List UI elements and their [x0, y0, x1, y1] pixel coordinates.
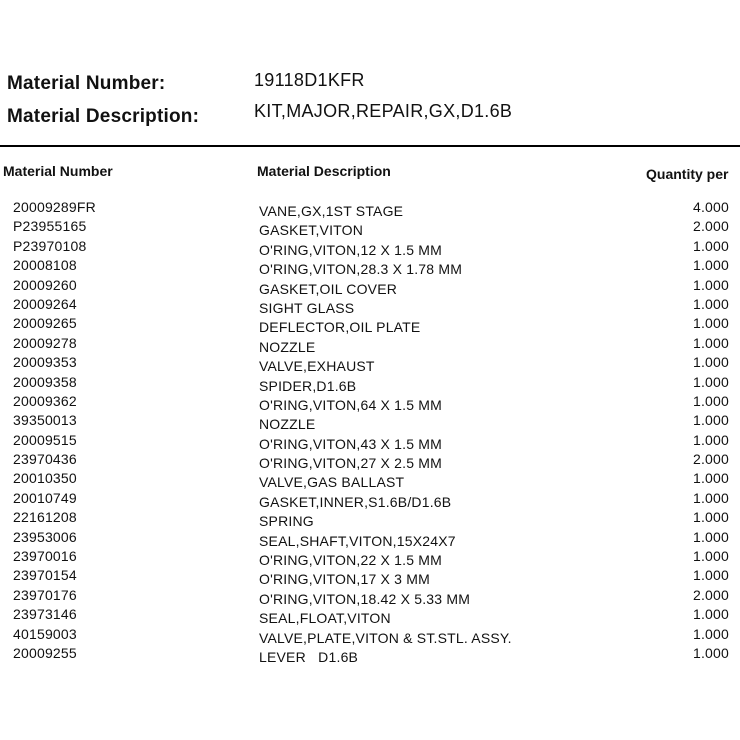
column-header-quantity-per: Quantity per	[646, 166, 729, 182]
row-material-description: GASKET,OIL COVER	[259, 280, 398, 297]
row-material-number: 22161208	[13, 509, 77, 526]
row-quantity: 2.000	[692, 218, 729, 235]
table-row	[0, 487, 740, 510]
row-material-description: VALVE,EXHAUST	[259, 358, 375, 375]
row-material-description: VALVE,PLATE,VITON & ST.STL. ASSY.	[259, 629, 512, 646]
table-row	[0, 351, 740, 375]
row-material-description: NOZZLE	[259, 338, 316, 355]
row-material-description: SPIDER,D1.6B	[259, 377, 357, 394]
row-material-number: P23955165	[13, 218, 87, 235]
row-quantity: 1.000	[692, 237, 729, 254]
row-material-number: 20009264	[13, 295, 77, 312]
parts-table-body	[0, 196, 740, 665]
table-row	[0, 526, 740, 549]
row-material-number: 23970154	[13, 567, 77, 584]
table-row	[0, 409, 740, 433]
row-material-number: 20010749	[13, 489, 77, 506]
row-material-description: SIGHT GLASS	[259, 299, 355, 316]
row-material-number: 20009353	[13, 354, 77, 371]
table-row	[0, 623, 740, 646]
row-quantity: 1.000	[692, 276, 729, 293]
row-quantity: 1.000	[692, 257, 729, 274]
column-header-material-description: Material Description	[257, 163, 391, 179]
row-material-number: 20008108	[13, 257, 77, 274]
row-quantity: 1.000	[692, 548, 729, 565]
row-material-number: 39350013	[13, 412, 77, 429]
row-material-number: 20009255	[13, 644, 77, 661]
row-material-description: SPRING	[259, 513, 314, 530]
row-quantity: 1.000	[692, 509, 729, 526]
row-material-number: 23970016	[13, 548, 77, 565]
row-material-description: SEAL,SHAFT,VITON,15X24X7	[259, 532, 456, 549]
row-material-number: 23970176	[13, 586, 77, 603]
row-material-number: 20009265	[13, 315, 77, 332]
row-material-number: 23970436	[13, 451, 77, 468]
table-row	[0, 293, 740, 316]
table-row	[0, 584, 740, 607]
material-number-value: 19118D1KFR	[254, 70, 365, 90]
row-material-description: O'RING,VITON,12 X 1.5 MM	[259, 241, 443, 258]
row-quantity: 1.000	[692, 606, 729, 623]
table-row	[0, 312, 740, 336]
row-material-number: 23953006	[13, 528, 77, 545]
table-row	[0, 215, 740, 239]
row-material-description: NOZZLE	[259, 416, 316, 433]
row-material-description: GASKET,VITON	[259, 222, 364, 239]
row-quantity: 1.000	[692, 567, 729, 584]
table-row	[0, 506, 740, 530]
table-row	[0, 235, 740, 258]
row-material-number: 20009362	[13, 392, 77, 409]
row-quantity: 1.000	[692, 295, 729, 312]
row-quantity: 1.000	[692, 334, 729, 351]
row-material-description: VALVE,GAS BALLAST	[259, 474, 405, 491]
row-material-number: 20010350	[13, 470, 77, 487]
row-material-description: SEAL,FLOAT,VITON	[259, 610, 391, 627]
row-material-description: O'RING,VITON,18.42 X 5.33 MM	[259, 590, 471, 607]
row-quantity: 1.000	[692, 354, 729, 371]
table-row	[0, 642, 740, 665]
table-row	[0, 448, 740, 472]
row-material-number: P23970108	[13, 237, 87, 254]
row-quantity: 1.000	[692, 392, 729, 409]
row-material-number: 40159003	[13, 625, 77, 642]
row-quantity: 2.000	[692, 586, 729, 603]
table-row	[0, 564, 740, 588]
row-material-number: 20009278	[13, 334, 77, 351]
row-quantity: 1.000	[692, 528, 729, 545]
row-material-description: O'RING,VITON,64 X 1.5 MM	[259, 396, 443, 413]
row-material-description: O'RING,VITON,27 X 2.5 MM	[259, 455, 443, 472]
material-description-value: KIT,MAJOR,REPAIR,GX,D1.6B	[254, 101, 513, 121]
row-material-number: 20009515	[13, 431, 77, 448]
row-material-number: 23973146	[13, 606, 77, 623]
row-quantity: 1.000	[692, 431, 729, 448]
table-row	[0, 467, 740, 491]
table-row	[0, 274, 740, 297]
table-row	[0, 196, 740, 219]
row-quantity: 1.000	[692, 644, 729, 661]
table-row	[0, 390, 740, 413]
table-row	[0, 545, 740, 569]
row-quantity: 4.000	[692, 199, 729, 215]
table-row	[0, 429, 740, 452]
row-material-description: O'RING,VITON,22 X 1.5 MM	[259, 552, 443, 569]
row-material-number: 20009358	[13, 373, 77, 390]
row-material-description: O'RING,VITON,17 X 3 MM	[259, 571, 430, 588]
row-quantity: 1.000	[692, 373, 729, 390]
row-material-description: O'RING,VITON,43 X 1.5 MM	[259, 435, 443, 452]
material-number-label: Material Number:	[7, 73, 166, 94]
table-row	[0, 371, 740, 394]
material-description-label: Material Description:	[7, 106, 200, 127]
row-quantity: 1.000	[692, 470, 729, 487]
row-material-description: DEFLECTOR,OIL PLATE	[259, 319, 421, 336]
row-quantity: 1.000	[692, 489, 729, 506]
row-quantity: 1.000	[692, 412, 729, 429]
table-row	[0, 254, 740, 278]
row-material-number: 20009260	[13, 276, 77, 293]
column-header-material-number: Material Number	[3, 163, 113, 179]
row-material-description: VANE,GX,1ST STAGE	[259, 203, 404, 219]
row-material-description: O'RING,VITON,28.3 X 1.78 MM	[259, 261, 463, 278]
header-divider	[0, 145, 740, 147]
row-quantity: 1.000	[692, 315, 729, 332]
row-quantity: 2.000	[692, 451, 729, 468]
table-row	[0, 332, 740, 355]
table-row	[0, 603, 740, 627]
row-material-number: 20009289FR	[13, 199, 96, 215]
row-material-description: GASKET,INNER,S1.6B/D1.6B	[259, 493, 452, 510]
row-material-description: LEVER D1.6B	[259, 648, 359, 665]
row-quantity: 1.000	[692, 625, 729, 642]
